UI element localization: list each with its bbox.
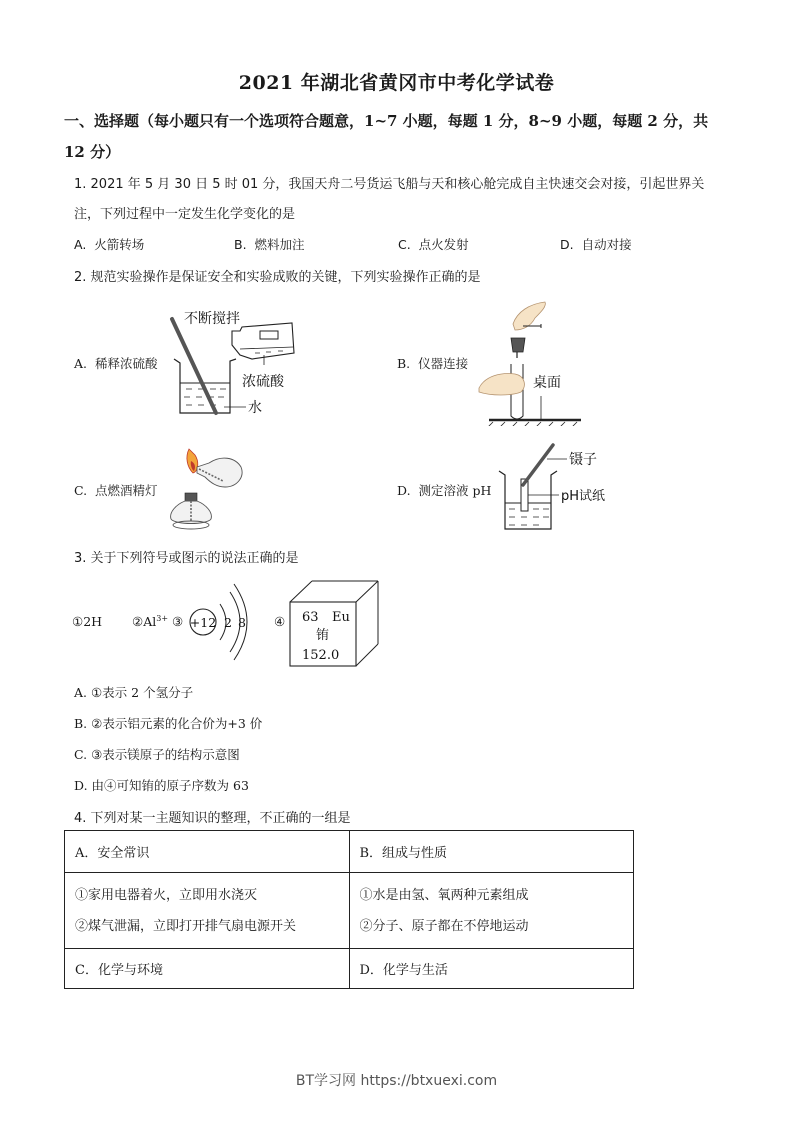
table-item: ②煤气泄漏，立即打开排气扇电源开关 xyxy=(75,918,297,934)
question-1-option-b[interactable] xyxy=(234,235,305,253)
option-label: A. xyxy=(74,237,87,252)
question-1-option-d[interactable] xyxy=(560,235,632,253)
option-text: 点燃酒精灯 xyxy=(95,483,158,498)
table-cell-b-body xyxy=(349,873,634,949)
question-1-option-c[interactable] xyxy=(398,235,469,253)
section-heading-line2: 12 分） xyxy=(64,143,121,161)
table-cell-a-body xyxy=(65,873,350,949)
symbol-3-prefix: ③ xyxy=(172,614,184,629)
question-2-option-a[interactable] xyxy=(74,354,157,372)
page-title: 2021 年湖北省黄冈市中考化学试卷 xyxy=(238,72,555,94)
question-1-stem-line2: 注，下列过程中一定发生化学变化的是 xyxy=(74,207,296,222)
acid-label: 浓硫酸 xyxy=(242,374,284,390)
question-1-option-a[interactable] xyxy=(74,235,144,253)
atom-structure-diagram xyxy=(186,580,256,666)
ph-test-figure xyxy=(495,443,615,533)
table-cell-d-head: D．化学与生活 xyxy=(349,949,634,989)
shell-2-count: 8 xyxy=(238,615,246,630)
option-text: 火箭转场 xyxy=(94,237,145,252)
knowledge-table xyxy=(64,830,634,989)
option-label: A. xyxy=(74,356,88,371)
stir-label: 不断搅拌 xyxy=(184,311,240,327)
option-label: B. xyxy=(234,237,247,252)
atomic-number: 63 xyxy=(302,610,319,625)
water-label: 水 xyxy=(248,400,262,416)
table-item: ①水是由氢、氧两种元素组成 xyxy=(359,887,529,903)
option-text: 自动对接 xyxy=(581,237,632,252)
question-1-stem-line1: 1. 2021 年 5 月 30 日 5 时 01 分，我国天舟二号货运飞船与天和核心舱完成自主快速交会对接，引起世界关 xyxy=(74,177,705,192)
tweezers-label: 镊子 xyxy=(569,452,597,468)
option-label: D. xyxy=(397,483,411,498)
table-label: 桌面 xyxy=(533,375,561,391)
question-3-option-c[interactable]: C. ③表示镁原子的结构示意图 xyxy=(74,747,240,762)
dilute-sulfuric-acid-figure xyxy=(160,305,300,420)
table-cell-b-head: B．组成与性质 xyxy=(349,831,634,873)
option-text: 测定溶液 pH xyxy=(418,483,492,498)
question-3-stem: 3. 关于下列符号或图示的说法正确的是 xyxy=(74,551,299,566)
question-2-option-b[interactable] xyxy=(397,354,468,372)
symbol-1: ①2H xyxy=(72,614,103,629)
element-card-europium xyxy=(288,578,382,670)
option-text: 仪器连接 xyxy=(418,356,469,371)
option-text: 稀释浓硫酸 xyxy=(94,356,158,371)
symbol-4-prefix: ④ xyxy=(274,614,286,629)
option-label: B. xyxy=(397,356,411,371)
symbol-2 xyxy=(132,614,168,629)
question-2-stem: 2. 规范实验操作是保证安全和实验成败的关键，下列实验操作正确的是 xyxy=(74,270,481,285)
question-4-stem: 4. 下列对某一主题知识的整理，不正确的一组是 xyxy=(74,811,351,826)
table-item: ②分子、原子都在不停地运动 xyxy=(359,918,529,934)
symbol-2-charge: 3+ xyxy=(156,614,169,623)
option-label: D. xyxy=(560,237,574,252)
element-name: 铕 xyxy=(316,628,330,643)
option-text: 点火发射 xyxy=(418,237,469,252)
table-cell-c-head: C．化学与环境 xyxy=(65,949,350,989)
footer-watermark: BT学习网 https://btxuexi.com xyxy=(295,1073,498,1089)
element-symbol: Eu xyxy=(332,610,350,625)
question-3-option-a[interactable]: A. ①表示 2 个氢分子 xyxy=(74,685,194,700)
ph-paper-label: pH试纸 xyxy=(561,489,606,504)
symbol-2-text: ②Al xyxy=(132,614,157,630)
nucleus-charge: +12 xyxy=(189,615,217,630)
table-item: ①家用电器着火，立即用水浇灭 xyxy=(75,887,258,903)
atomic-mass: 152.0 xyxy=(302,648,340,663)
table-cell-a-head: A．安全常识 xyxy=(65,831,350,873)
option-label: C. xyxy=(398,237,411,252)
question-3-option-d[interactable]: D. 由④可知铕的原子序数为 63 xyxy=(74,778,249,793)
instrument-connection-figure xyxy=(475,296,585,426)
alcohol-lamp-figure xyxy=(165,443,255,535)
option-label: C. xyxy=(74,483,88,498)
question-2-option-d[interactable] xyxy=(397,481,491,499)
section-heading-line1: 一、选择题（每小题只有一个选项符合题意，1~7 小题，每题 1 分，8~9 小题，每题 2 分，共 xyxy=(64,112,709,130)
question-3-option-b[interactable]: B. ②表示铝元素的化合价为+3 价 xyxy=(74,716,263,731)
shell-1-count: 2 xyxy=(224,615,232,630)
option-text: 燃料加注 xyxy=(254,237,305,252)
question-2-option-c[interactable] xyxy=(74,481,158,499)
